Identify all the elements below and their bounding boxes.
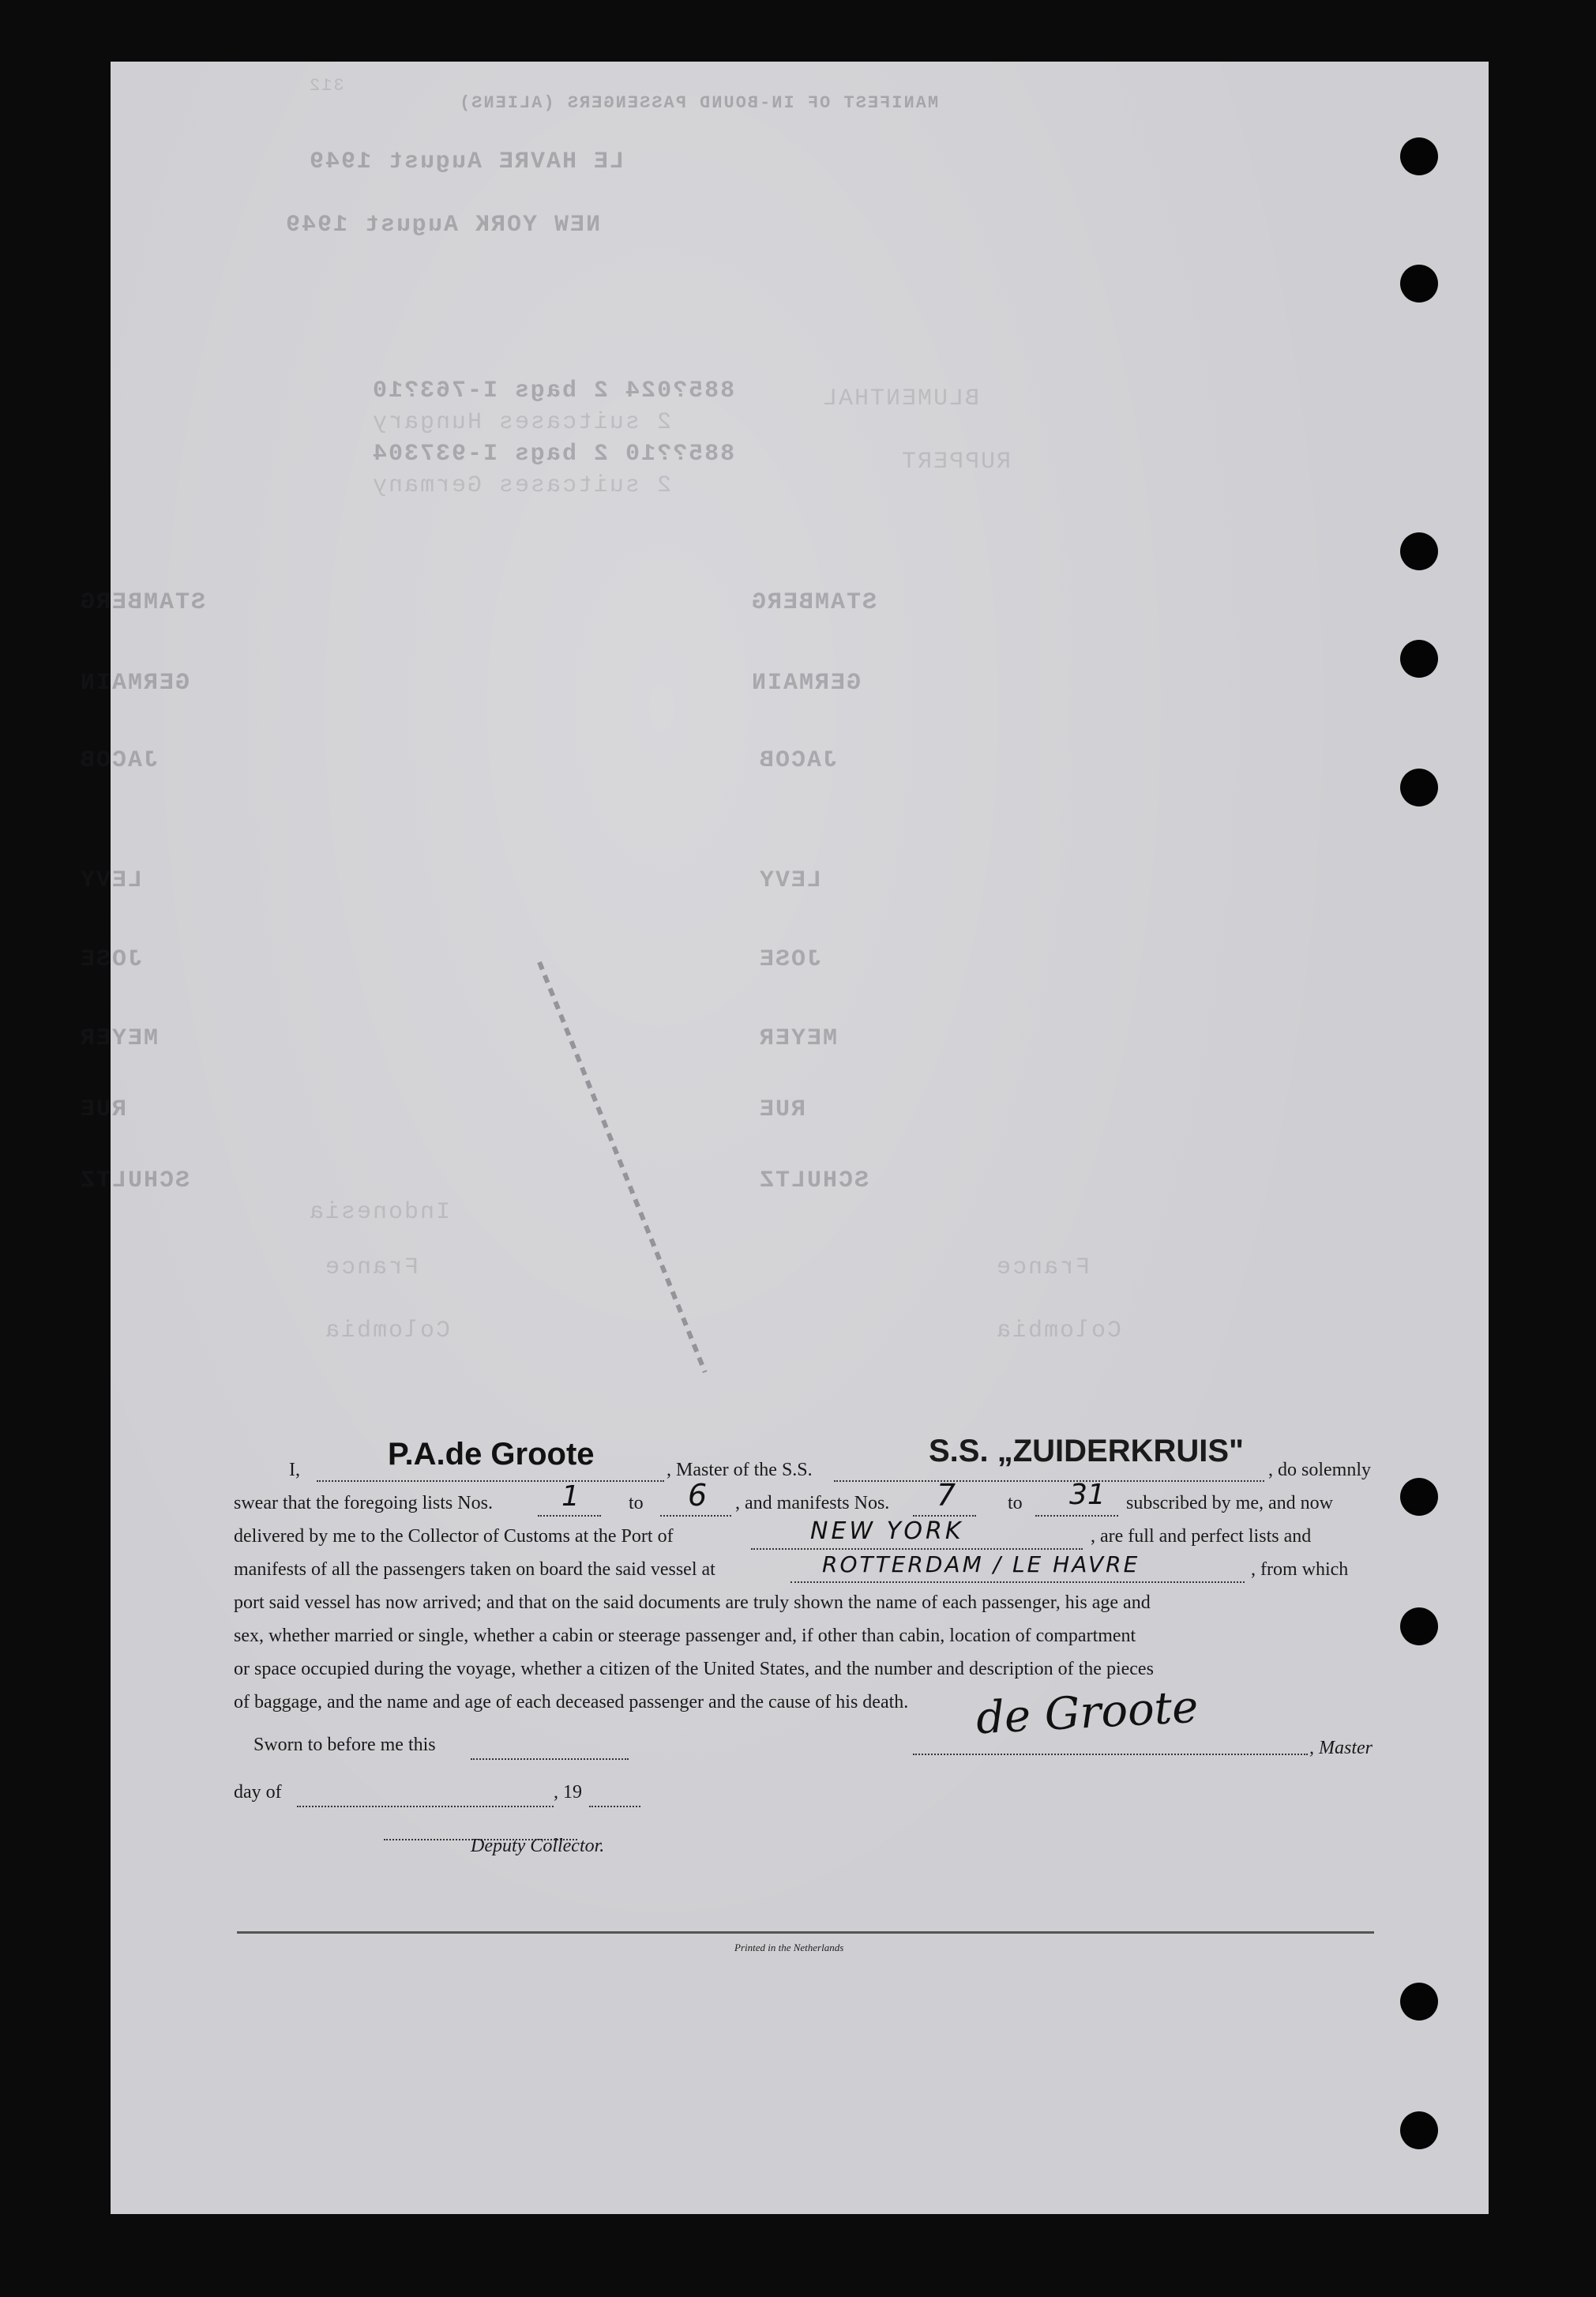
to-label-1: to [629, 1493, 644, 1513]
oath-text-8: of baggage, and the name and age of each deceased passenger and the cause of his death. [234, 1692, 909, 1712]
deputy-collector-label: Deputy Collector. [471, 1836, 605, 1856]
bleed-row-7b: RUE [758, 1096, 806, 1123]
faint-stamp-line [537, 961, 707, 1373]
punch-hole [1400, 1478, 1438, 1516]
master-suffix: , Master [1309, 1738, 1373, 1758]
master-signature-line [913, 1754, 1308, 1755]
bleed-page-number: 312 [308, 76, 344, 96]
punch-hole [1400, 769, 1438, 806]
bleed-country-4: France [995, 1254, 1091, 1281]
ship-name: S.S. „ZUIDERKRUIS" [929, 1434, 1245, 1468]
oath-line-4 [234, 1553, 1373, 1586]
lists-to: 6 [688, 1478, 708, 1513]
bleed-row-2b: GERMAIN [750, 670, 862, 697]
bleed-name-1: BLUMENTHAL [821, 385, 980, 412]
subscribed-text: subscribed by me, and now [1126, 1493, 1333, 1513]
oath-line-5 [234, 1586, 1373, 1619]
to-label-2: to [1008, 1493, 1023, 1513]
manifest-page [79, 62, 1489, 2214]
bleed-country-1: Indonesia [308, 1199, 451, 1226]
bleed-header-1: MANIFEST OF IN-BOUND PASSENGERS (ALIENS) [458, 93, 939, 113]
bleed-passport-1: 885?024 2 bags I-763?10 [371, 378, 735, 404]
oath-line-1 [234, 1434, 1373, 1487]
master-name: P.A.de Groote [388, 1437, 595, 1472]
oath-line-6 [234, 1619, 1373, 1652]
deputy-line [234, 1812, 1373, 1859]
master-signature: de Groote [974, 1681, 1200, 1745]
oath-line-3 [234, 1517, 1373, 1553]
day-of-line [234, 1766, 1373, 1812]
bleed-row-4: LEVY [79, 867, 143, 894]
bleed-passport-4: 2 suitcases Germany [371, 472, 672, 499]
oath-line-7 [234, 1652, 1373, 1686]
bleed-header-2: LE HAVRE August 1949 [308, 148, 625, 175]
day-of-label: day of [234, 1782, 282, 1803]
manifests-to: 31 [1069, 1479, 1106, 1511]
punch-hole [1400, 640, 1438, 678]
bottom-rule [237, 1931, 1374, 1934]
from-which-text: , from which [1251, 1559, 1349, 1580]
manifests-label: , and manifests Nos. [735, 1493, 890, 1513]
bleed-row-2: GERMAIN [79, 670, 190, 697]
sworn-text: Sworn to before me this [253, 1735, 436, 1755]
punch-hole [1400, 1983, 1438, 2021]
bleed-row-5b: JOSE [758, 946, 822, 973]
full-perfect-text: , are full and perfect lists and [1091, 1526, 1312, 1547]
bleed-row-4b: LEVY [758, 867, 822, 894]
year-field [589, 1782, 640, 1807]
punch-hole [1400, 532, 1438, 570]
boarded-at-value: ROTTERDAM / LE HAVRE [822, 1551, 1140, 1577]
bleed-passport-2: 2 suitcases Hungary [371, 409, 672, 436]
bleed-passport-3: 885??10 2 bags I-937304 [371, 441, 735, 468]
punch-hole [1400, 137, 1438, 175]
oath-block [234, 1434, 1373, 1859]
bleed-country-3: Colombia [324, 1318, 451, 1344]
master-of-label: , Master of the S.S. [667, 1460, 813, 1480]
bleed-row-8b: SCHULTZ [758, 1167, 869, 1194]
swear-text: swear that the foregoing lists Nos. [234, 1493, 493, 1513]
manifests-from: 7 [937, 1478, 956, 1513]
bleed-row-5: JOSE [79, 946, 143, 973]
bleed-row-1: STAMBERG [79, 589, 206, 616]
bleed-name-2: RUPPERT [900, 449, 1012, 476]
bleed-row-7: RUE [79, 1096, 127, 1123]
day-of-field [297, 1782, 554, 1807]
punch-hole [1400, 2111, 1438, 2149]
bleed-header-3: NEW YORK August 1949 [284, 212, 601, 239]
manifests-all-text: manifests of all the passengers taken on board the said vessel at [234, 1559, 715, 1580]
printed-in-netherlands: Printed in the Netherlands [734, 1942, 844, 1953]
solemnly-label: , do solemnly [1268, 1460, 1371, 1480]
oath-line-8 [234, 1686, 1373, 1719]
bleed-row-6b: MEYER [758, 1025, 838, 1052]
bleed-row-1b: STAMBERG [750, 589, 877, 616]
bleed-row-8: SCHULTZ [79, 1167, 190, 1194]
punch-hole [1400, 265, 1438, 303]
punch-hole [1400, 1607, 1438, 1645]
oath-text-7: or space occupied during the voyage, whether a citizen of the United States, and the number and description of the pieces [234, 1659, 1154, 1679]
lists-from: 1 [561, 1480, 580, 1513]
oath-text-5: port said vessel has now arrived; and that on the said documents are truly shown the name of each passenger, his age and [234, 1592, 1151, 1613]
i-label: I, [289, 1460, 300, 1480]
bleed-country-2: France [324, 1254, 419, 1281]
delivered-text: delivered by me to the Collector of Customs at the Port of [234, 1526, 674, 1547]
oath-line-2 [234, 1478, 1373, 1520]
sworn-date-field [471, 1735, 629, 1760]
year-prefix: , 19 [554, 1782, 582, 1803]
bleed-row-6: MEYER [79, 1025, 159, 1052]
oath-text-6: sex, whether married or single, whether a cabin or steerage passenger and, if other than cabin, location of compartment [234, 1626, 1136, 1646]
bleed-row-3b: JACOB [758, 747, 838, 774]
bleed-row-3: JACOB [79, 747, 159, 774]
bleed-country-5: Colombia [995, 1318, 1122, 1344]
port-value: NEW YORK [810, 1517, 964, 1545]
